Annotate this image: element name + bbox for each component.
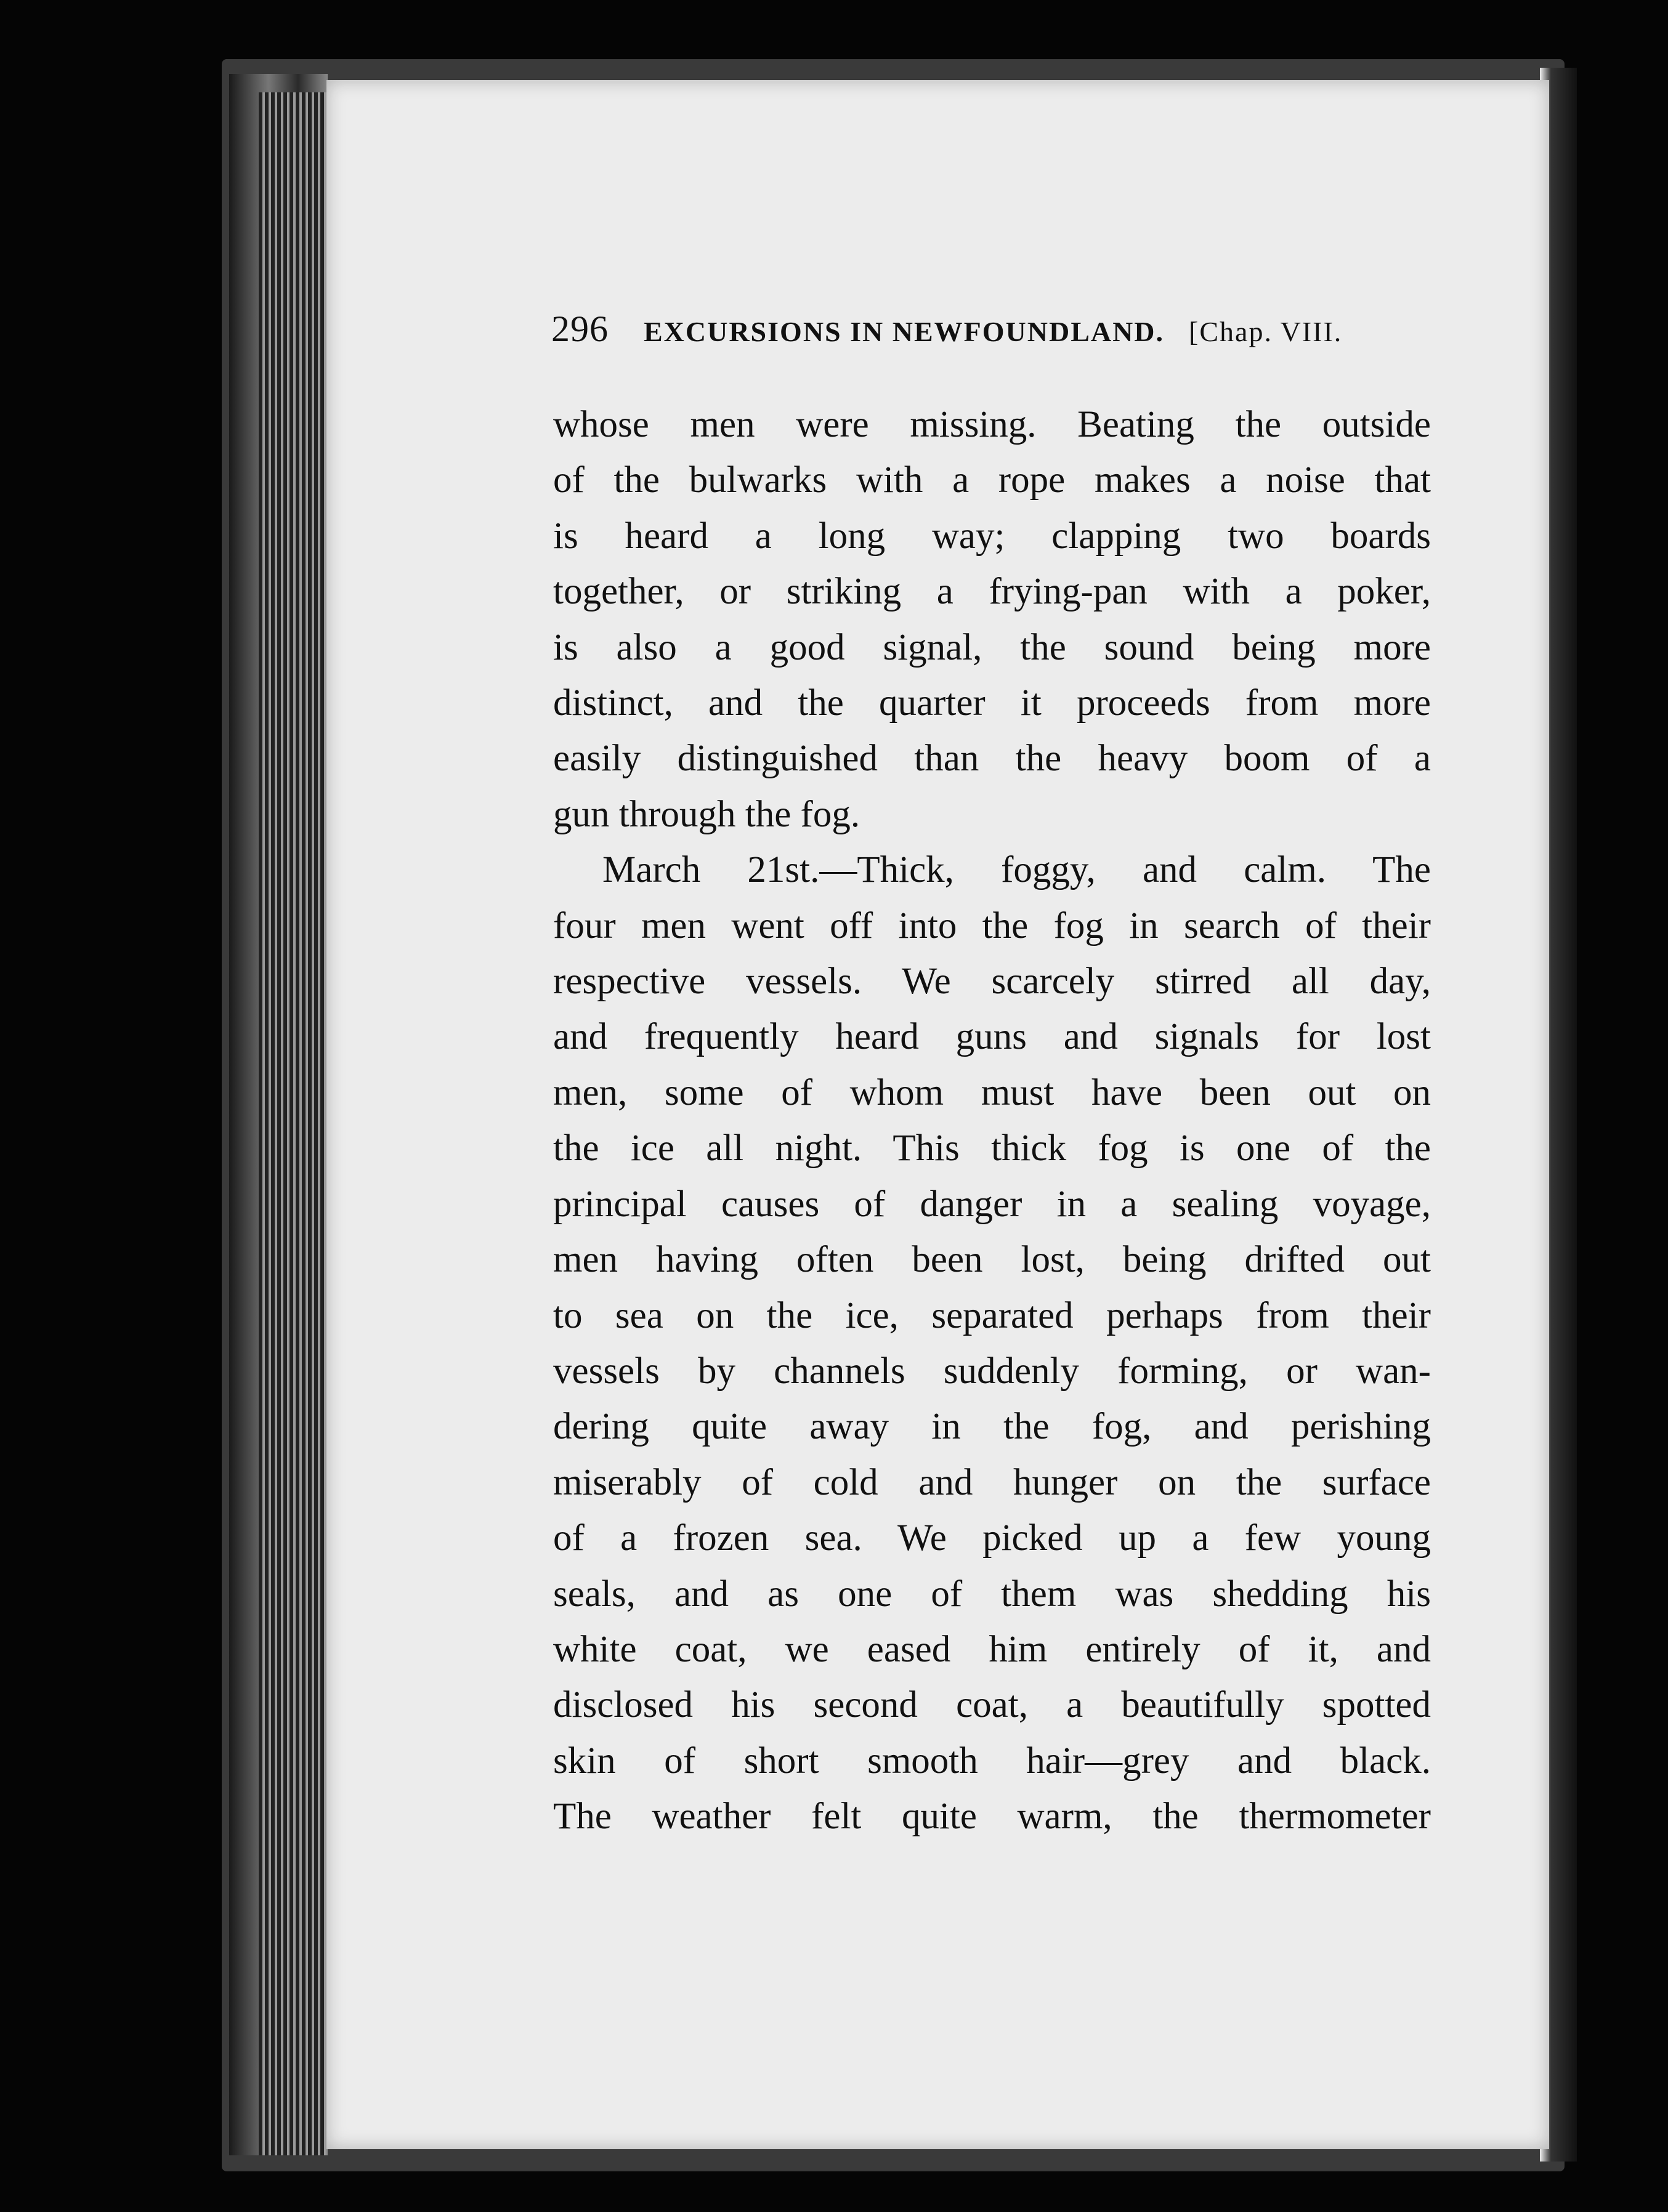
text-line: four men went off into the fog in search of their <box>553 905 1431 947</box>
text-line: to sea on the ice, separated perhaps from their <box>553 1294 1431 1336</box>
text-line: and frequently heard guns and signals for lost <box>553 1016 1431 1058</box>
text-line: respective vessels. We scarcely stirred all day, <box>553 961 1431 1003</box>
page-edges <box>259 92 326 2155</box>
text-line: easily distinguished than the heavy boom of a <box>553 738 1431 780</box>
text-line: together, or striking a frying-pan with a poker, <box>553 571 1431 613</box>
text-line: men, some of whom must have been out on <box>553 1072 1431 1113</box>
text-line: white coat, we eased him entirely of it, and <box>553 1628 1431 1670</box>
text-line: gun through the fog. <box>553 793 860 835</box>
text-line: The weather felt quite warm, the thermometer <box>553 1796 1431 1838</box>
text-line: disclosed his second coat, a beautifully spotted <box>553 1684 1431 1726</box>
text-line: vessels by channels suddenly forming, or wan- <box>553 1350 1431 1392</box>
text-line: the ice all night. This thick fog is one of the <box>553 1128 1431 1169</box>
text-line: principal causes of danger in a sealing voyage, <box>553 1183 1431 1225</box>
text-line: distinct, and the quarter it proceeds from more <box>553 682 1431 724</box>
text-line: men having often been lost, being drifted out <box>553 1239 1431 1281</box>
running-head <box>551 308 1426 350</box>
text-line: seals, and as one of them was shedding his <box>553 1573 1431 1615</box>
text-line: skin of short smooth hair—grey and black. <box>553 1740 1431 1782</box>
text-line: is also a good signal, the sound being more <box>553 626 1431 668</box>
running-title: EXCURSIONS IN NEWFOUNDLAND. <box>644 316 1165 347</box>
text-line: dering quite away in the fog, and perishing <box>553 1406 1431 1448</box>
text-line: is heard a long way; clapping two boards <box>553 515 1431 557</box>
body-text <box>553 397 1431 1845</box>
chapter-reference: [Chap. VIII. <box>1189 316 1343 347</box>
text-line: March 21st.—Thick, foggy, and calm. The <box>602 849 1431 891</box>
text-line: of the bulwarks with a rope makes a noise that <box>553 459 1431 501</box>
page-number: 296 <box>551 309 609 349</box>
text-line: miserably of cold and hunger on the surface <box>553 1461 1431 1503</box>
book-page <box>326 80 1549 2149</box>
text-line: of a frozen sea. We picked up a few young <box>553 1517 1431 1559</box>
text-line: whose men were missing. Beating the outside <box>553 404 1431 445</box>
